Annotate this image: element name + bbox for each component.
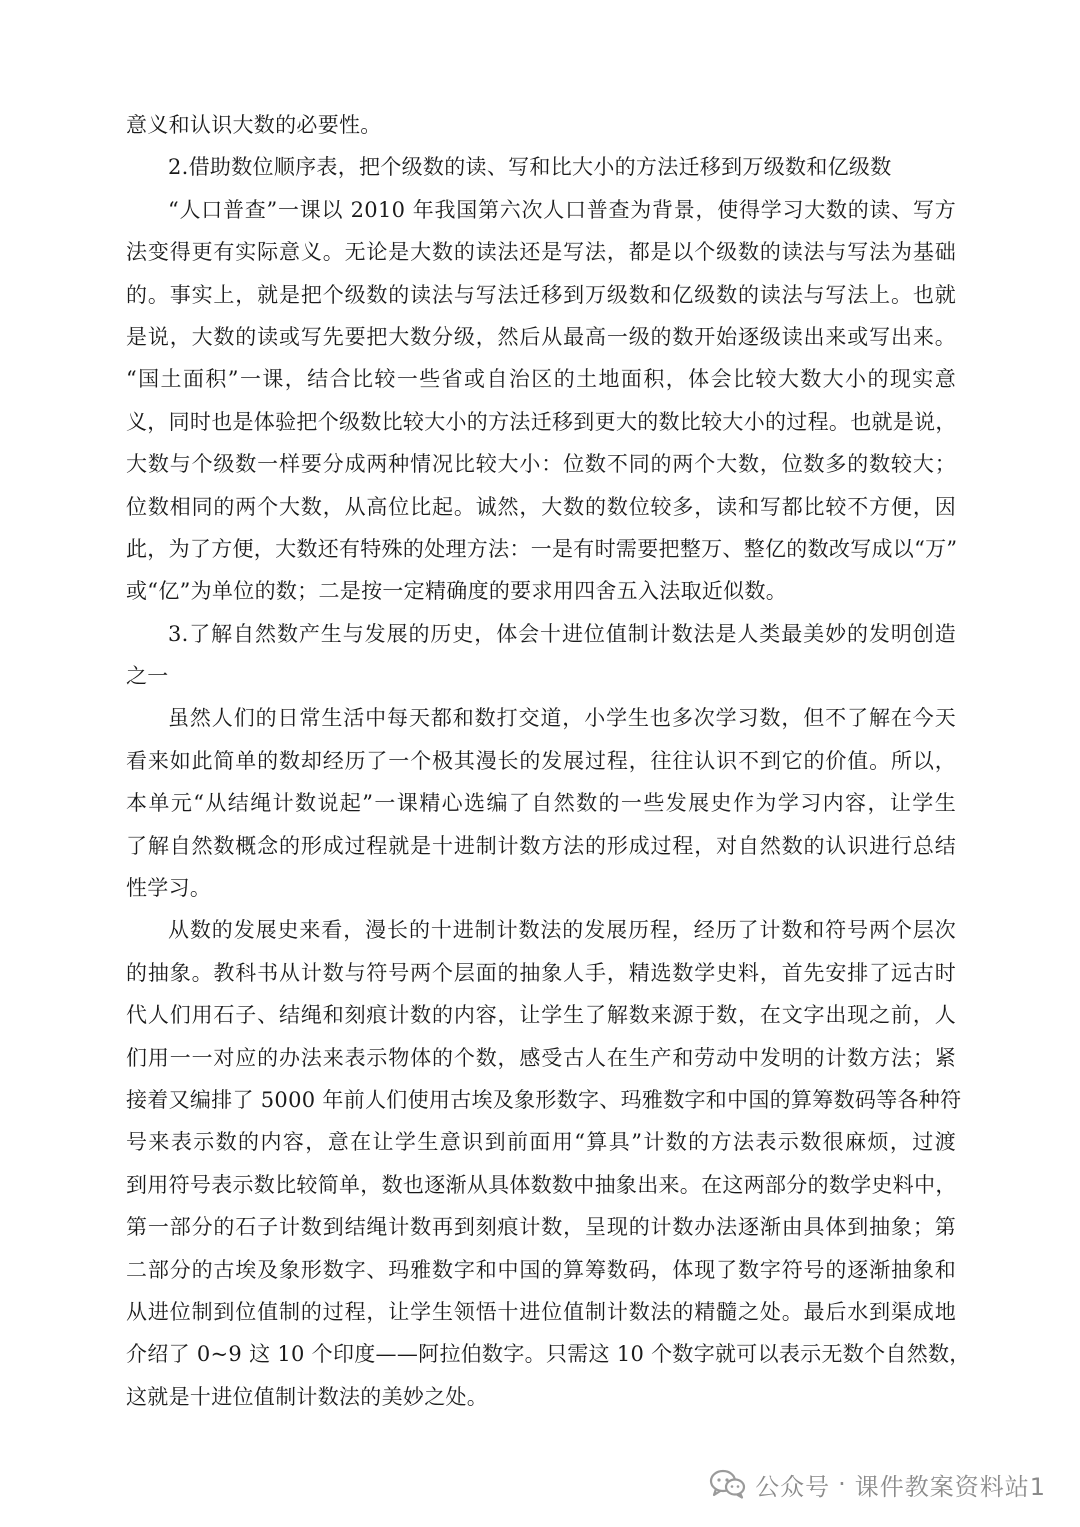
wechat-icon xyxy=(709,1469,747,1499)
section-heading: 之一 xyxy=(126,664,169,689)
text-line: 看来如此简单的数却经历了一个极其漫长的发展过程，往往认识不到它的价值。所以， xyxy=(126,748,956,773)
document-body xyxy=(126,104,971,1418)
text-line: 性学习。 xyxy=(126,876,212,901)
text-line: 的抽象。教科书从计数与符号两个层面的抽象人手，精选数学史料，首先安排了远古时 xyxy=(126,960,956,985)
watermark-platform: 公众号 xyxy=(755,1472,831,1501)
text-line: “人口普查”一课以 2010 年我国第六次人口普查为背景，使得学习大数的读、写方 xyxy=(168,197,956,222)
wechat-watermark xyxy=(709,1462,1046,1506)
text-line: 介绍了 0~9 这 10 个印度——阿拉伯数字。只需这 10 个数字就可以表示无数个自然数， xyxy=(126,1342,971,1367)
text-line: 这就是十进位值制计数法的美妙之处。 xyxy=(126,1384,489,1409)
text-line: 位数相同的两个大数，从高位比起。诚然，大数的数位较多，读和写都比较不方便，因 xyxy=(126,494,956,519)
text-line: 意义和认识大数的必要性。 xyxy=(126,113,382,137)
watermark-account: 课件教案资料站1 xyxy=(854,1472,1046,1501)
section-heading: 2.借助数位顺序表，把个级数的读、写和比大小的方法迁移到万级数和亿级数 xyxy=(168,155,892,180)
text-line: 从进位制到位值制的过程，让学生领悟十进位值制计数法的精髓之处。最后水到渠成地 xyxy=(126,1299,956,1324)
text-line: 虽然人们的日常生活中每天都和数打交道，小学生也多次学习数，但不了解在今天 xyxy=(168,706,956,731)
text-line: 接着又编排了 5000 年前人们使用古埃及象形数字、玛雅数字和中国的算筹数码等各种符 xyxy=(126,1087,962,1112)
text-line: 到用符号表示数比较简单，数也逐渐从具体数数中抽象出来。在这两部分的数学史料中， xyxy=(126,1172,957,1197)
text-line: 本单元“从结绳计数说起”一课精心选编了自然数的一些发展史作为学习内容，让学生 xyxy=(126,791,956,816)
text-line: 大数与个级数一样要分成两种情况比较大小：位数不同的两个大数，位数多的数较大； xyxy=(126,452,956,477)
text-line: 号来表示数的内容，意在让学生意识到前面用“算具”计数的方法表示数很麻烦，过渡 xyxy=(126,1130,956,1155)
text-line: 此，为了方便，大数还有特殊的处理方法：一是有时需要把整万、整亿的数改写成以“万” xyxy=(126,536,958,561)
text-line: “国土面积”一课，结合比较一些省或自治区的土地面积，体会比较大数大小的现实意 xyxy=(126,367,956,392)
text-line: 二部分的古埃及象形数字、玛雅数字和中国的算筹数码，体现了数字符号的逐渐抽象和 xyxy=(126,1257,956,1282)
text-line: 义，同时也是体验把个级数比较大小的方法迁移到更大的数比较大小的过程。也就是说， xyxy=(126,409,957,434)
section-heading: 3.了解自然数产生与发展的历史，体会十进位值制计数法是人类最美妙的发明创造 xyxy=(168,621,956,646)
text-line: 或“亿”为单位的数；二是按一定精确度的要求用四舍五入法取近似数。 xyxy=(126,579,788,604)
text-line: 的。事实上，就是把个级数的读法与写法迁移到万级数和亿级数的读法与写法上。也就 xyxy=(126,282,956,307)
text-line: 了解自然数概念的形成过程就是十进制计数方法的形成过程，对自然数的认识进行总结 xyxy=(126,833,956,858)
text-line: 们用一一对应的办法来表示物体的个数，感受古人在生产和劳动中发明的计数方法；紧 xyxy=(126,1045,956,1070)
text-line: 法变得更有实际意义。无论是大数的读法还是写法，都是以个级数的读法与写法为基础 xyxy=(126,240,956,265)
watermark-separator: · xyxy=(838,1470,847,1498)
text-line: 第一部分的石子计数到结绳计数再到刻痕计数，呈现的计数办法逐渐由具体到抽象；第 xyxy=(126,1215,956,1240)
text-line: 是说，大数的读或写先要把大数分级，然后从最高一级的数开始逐级读出来或写出来。 xyxy=(126,324,956,349)
text-line: 从数的发展史来看，漫长的十进制计数法的发展历程，经历了计数和符号两个层次 xyxy=(168,918,956,943)
text-line: 代人们用石子、结绳和刻痕计数的内容，让学生了解数来源于数，在文字出现之前，人 xyxy=(126,1003,956,1028)
